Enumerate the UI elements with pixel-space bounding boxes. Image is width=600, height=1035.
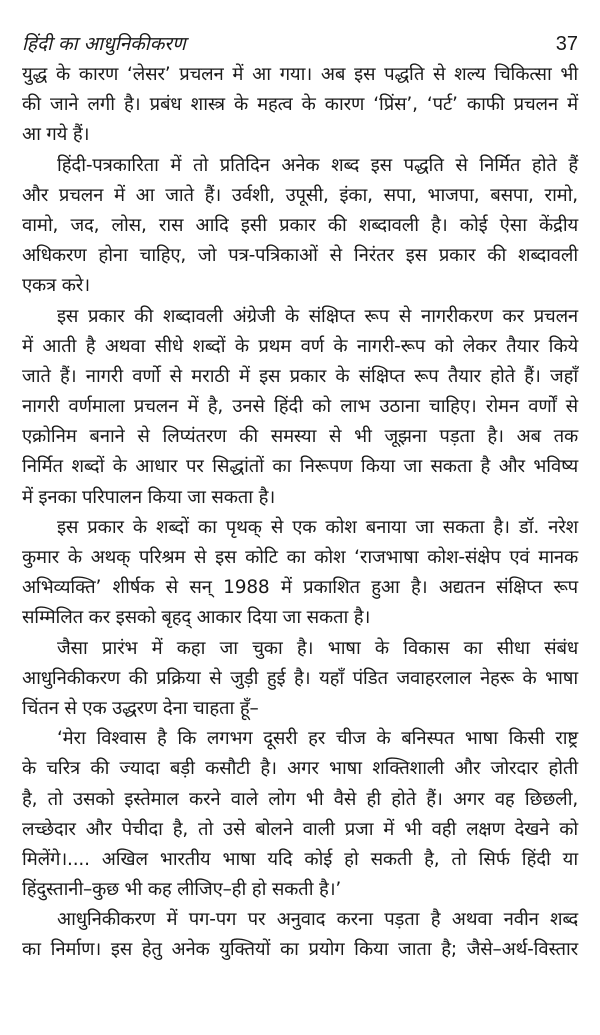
text-line: आ गये हैं। [22,124,90,146]
text-line: अभिव्यक्ति’ शीर्षक से सन् 1988 में प्रकाशित हुआ है। अद्यतन संक्षिप्त रूप [22,577,578,599]
text-line: वामो, जद, लोस, रास आदि इसी प्रकार की शब्दावली है। कोई ऐसा केंद्रीय [22,214,578,236]
text-line: लच्छेदार और पेचीदा है, तो उसे बोलने वाली प्रजा में भी वही लक्षण देखने को [22,818,578,840]
text-line: हिंदुस्तानी–कुछ भी कह लीजिए–ही हो सकती है।’ [22,879,342,901]
body-text [22,60,578,966]
text-line: और प्रचलन में आ जाते हैं। उर्वशी, उपूसी, इंका, सपा, भाजपा, बसपा, रामो, [22,184,578,206]
text-line: जाते हैं। नागरी वर्णो से मराठी में इस प्रकार के संक्षिप्त रूप तैयार होते हैं। जहाँ [22,365,578,387]
text-line: निर्मित शब्दों के आधार पर सिद्धांतों का निरूपण किया जा सकता है और भविष्य [22,456,578,478]
text-line: में इनका परिपालन किया जा सकता है। [22,486,275,508]
text-line: अधिकरण होना चाहिए, जो पत्र-पत्रिकाओं से निरंतर इस प्रकार की शब्दावली [22,245,578,267]
text-line: मिलेंगे।.... अखिल भारतीय भाषा यदि कोई हो सकती है, तो सिर्फ हिंदी या [22,848,578,870]
paragraph-first-line: ‘मेरा विश्वास है कि लगभग दूसरी हर चीज के बनिस्पत भाषा किसी राष्ट्र [57,728,578,750]
running-title: हिंदी का आधुनिकीकरण [22,33,186,55]
text-line: आधुनिकीकरण की प्रक्रिया से जुड़ी हुई है। यहाँ पंडित जवाहरलाल नेहरू के भाषा [22,667,578,689]
page-number: 37 [555,33,578,55]
text-line: नागरी वर्णमाला प्रचलन में है, उनसे हिंदी को लाभ उठाना चाहिए। रोमन वर्णों से [22,396,578,418]
text-line: एक्रोनिम बनाने से लिप्यंतरण की समस्या से भी जूझना पड़ता है। अब तक [22,426,578,448]
paragraph-first-line: इस प्रकार के शब्दों का पृथक् से एक कोश बनाया जा सकता है। डॉ. नरेश [57,516,578,538]
text-line: युद्ध के कारण ‘लेसर’ प्रचलन में आ गया। अब इस पद्धति से शल्य चिकित्सा भी [22,64,578,85]
text-line: सम्मिलित कर इसको बृहद् आकार दिया जा सकता है। [22,607,371,629]
paragraph-first-line: इस प्रकार की शब्दावली अंग्रेजी के संक्षिप्त रूप से नागरीकरण कर प्रचलन [57,305,578,327]
text-line: कुमार के अथक् परिश्रम से इस कोटि का कोश ‘राजभाषा कोश-संक्षेप एवं मानक [22,547,578,568]
paragraph-first-line: जैसा प्रारंभ में कहा जा चुका है। भाषा के विकास का सीधा संबंध [57,637,578,659]
text-line: एकत्र करे। [22,275,90,297]
text-line: की जाने लगी है। प्रबंध शास्त्र के महत्व के कारण ‘प्रिंस’, ‘पर्ट’ काफी प्रचलन में [22,94,578,116]
text-line: में आती है अथवा सीधे शब्दों के प्रथम वर्ण के नागरी-रूप को लेकर तैयार किये [22,335,578,357]
paragraph-first-line: हिंदी-पत्रकारिता में तो प्रतिदिन अनेक शब्द इस पद्धति से निर्मित होते हैं [57,154,578,176]
text-line: के चरित्र की ज्यादा बड़ी कसौटी है। अगर भाषा शक्तिशाली और जोरदार होती [22,758,578,780]
text-line: है, तो उसको इस्तेमाल करने वाले लोग भी वैसे ही होते हैं। अगर वह छिछली, [22,788,578,810]
text-line: का निर्माण। इस हेतु अनेक युक्तियों का प्रयोग किया जाता है; जैसे–अर्थ-विस्तार [22,939,579,961]
running-head [22,30,578,60]
text-line: चिंतन से एक उद्धरण देना चाहता हूँ– [22,697,259,719]
book-page [22,30,578,966]
paragraph-first-line: आधुनिकीकरण में पग-पग पर अनुवाद करना पड़ता है अथवा नवीन शब्द [57,909,578,931]
